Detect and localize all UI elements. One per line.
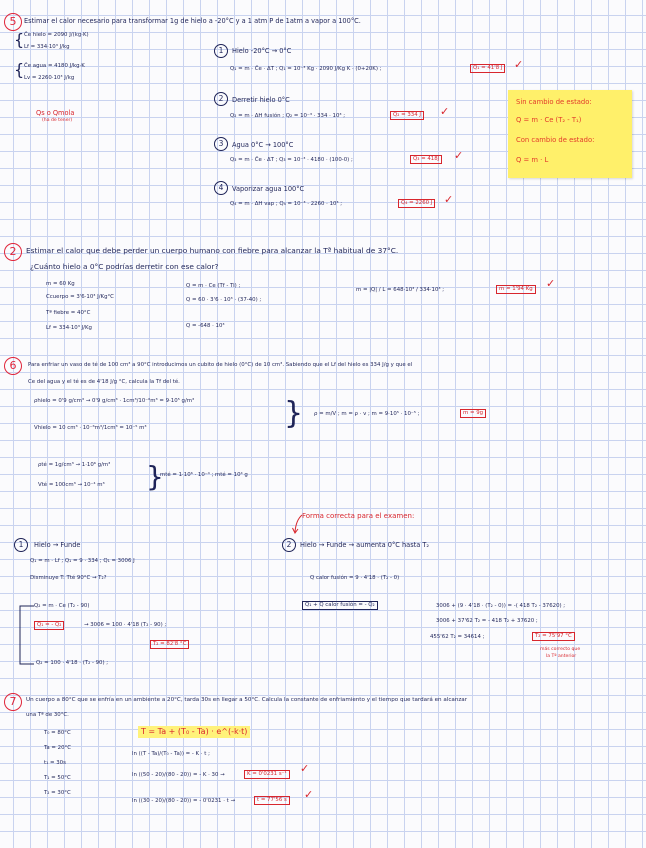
method-2-number: 2 — [282, 538, 296, 552]
method-1-title: Hielo → Funde — [34, 541, 81, 549]
problem-6-line-1: Para enfriar un vaso de té de 100 cm³ a 90°C introducimos un cubito de hielo (0°C) de 10 cm³. Sabiendo que el Lf del hielo es 334 J/g y que el — [28, 362, 413, 368]
p7-data-T1: T₁ = 50°C — [44, 775, 71, 781]
check-icon: ✓ — [304, 788, 314, 801]
problem-5-statement: Estimar el calor necesario para transformar 1g de hielo a -20°C y a 1 atm P de 1atm a vapor a 100°C. — [24, 17, 361, 25]
p2-m-equation: m = |Q| / L = 648·10³ / 334·10³ ; — [356, 287, 445, 293]
brace: { — [14, 60, 25, 79]
step-2-number: 2 — [214, 92, 228, 106]
p7-data-t1: t₁ = 30s — [44, 760, 66, 766]
q-note-sub: (ha de tener) — [42, 118, 73, 123]
problem-7-number: 7 — [4, 693, 22, 711]
exam-hint: Forma correcta para el examen: — [302, 512, 415, 520]
brace: { — [14, 30, 25, 49]
p6-m-te: mté = 1·10⁶ · 10⁻⁴ ; mté = 10⁴ g — [160, 472, 248, 478]
step-3-number: 3 — [214, 137, 228, 151]
p7-k-result: K = 0'0231 s⁻¹ — [244, 770, 290, 779]
note-line-3: Con cambio de estado: — [516, 136, 595, 144]
data-lv: Lv = 2260·10³ J/kg — [24, 75, 75, 81]
step-4-equation: Q₄ = m · ΔH vap ; Q₄ = 10⁻³ · 2260 · 10³ ; — [230, 201, 343, 207]
method-2-row-2: 3006 + 37'62 T₂ = - 418 T₂ + 37620 ; — [436, 618, 538, 624]
p2-eq-2: Q = 60 · 3'6 · 10³ · (37-40) ; — [186, 297, 262, 303]
check-icon: ✓ — [454, 149, 464, 162]
p2-eq-1: Q = m · Ce (Tf - Ti) ; — [186, 283, 241, 289]
p6-rho-te: ρté = 1g/cm³ → 1·10⁶ g/m³ — [38, 462, 111, 468]
problem-7-line-2: una Tª de 30°C. — [26, 712, 69, 718]
method-1-q2b: Q₂ = 100 · 4'18 · (T₂ - 90) ; — [36, 660, 109, 666]
step-4-number: 4 — [214, 181, 228, 195]
step-1-equation: Q₁ = m · Ĉe · ΔT ; Q₁ = 10⁻³ Kg · 2090 J/Kg K · (0+20K) ; — [230, 66, 382, 72]
step-1-number: 1 — [214, 44, 228, 58]
step-2-equation: Q₂ = m · ΔH fusión ; Q₂ = 10⁻³ · 334 · 10³ ; — [230, 113, 346, 119]
p7-eq-1: ln ((T - Ta)/(T₀ - Ta)) = - K · t ; — [132, 751, 210, 757]
sticky-note — [508, 90, 632, 178]
check-icon: ✓ — [514, 58, 524, 71]
p6-rho-equation: ρ = m/V ; m = ρ · v ; m = 9·10⁵ · 10⁻⁵ ; — [314, 411, 420, 417]
check-icon: ✓ — [444, 193, 454, 206]
p7-data-t0: T₀ = 80°C — [44, 730, 71, 736]
method-1-equation: → 3006 = 100 · 4'18 (T₂ - 90) ; — [84, 622, 167, 628]
step-3-title: Agua 0°C → 100°C — [232, 141, 294, 149]
step-3-equation: Q₃ = m · Ĉe · ΔT ; Q₃ = 10⁻³ · 4180 · (100-0) ; — [230, 157, 353, 163]
p7-eq-3: ln ((30 - 20)/(80 - 20)) = - 0'0231 · t → — [132, 798, 235, 804]
p2-m-result: m = 1'94 Kg — [496, 285, 536, 294]
data-ce-hielo: Ĉe hielo = 2090 J/(kg·K) — [24, 32, 89, 38]
problem-2-number: 2 — [4, 243, 22, 261]
note-line-1: Sin cambio de estado: — [516, 98, 592, 106]
data-lf: Lf = 334·10³ J/kg — [24, 44, 70, 50]
check-icon: ✓ — [440, 105, 450, 118]
p6-mass-result: m = 9g — [460, 409, 486, 418]
method-1-number: 1 — [14, 538, 28, 552]
p6-rho-hielo: ρhielo = 0'9 g/cm³ → 0'9 g/cm³ · 1cm³/10⁻⁶m³ = 9·10⁵ g/m³ — [34, 398, 195, 404]
problem-5-number: 5 — [4, 13, 22, 31]
problem-2-line-2: ¿Cuánto hielo a 0°C podrías derretir con ese calor? — [30, 262, 219, 271]
step-2-title: Derretir hielo 0°C — [232, 96, 290, 104]
problem-6-line-2: Ce del agua y el té es de 4'18 J/g °C, calcula la Tf del té. — [28, 379, 180, 385]
p7-eq-2: ln ((50 - 20)/(80 - 20)) = - K · 30 → — [132, 772, 225, 778]
method-2-note-1: más correcto que — [540, 647, 581, 652]
problem-6-number: 6 — [4, 357, 22, 375]
p2-data-c: Ccuerpo = 3'6·10³ J/Kg°C — [46, 294, 114, 300]
method-1-q2: Q₂ = m · Ce (T₂ - 90) — [34, 603, 90, 609]
p6-v-te: Vté = 100cm³ → 10⁻⁴ m³ — [38, 482, 105, 488]
p2-data-m: m = 60 Kg — [46, 281, 75, 287]
method-1-balance: Q₁ = - Q₂ — [34, 621, 64, 630]
data-ce-agua: Ĉe agua = 4180 J/kg·K — [24, 63, 85, 69]
problem-2-line-1: Estimar el calor que debe perder un cuerpo humano con fiebre para alcanzar la Tª habitual de 37°C. — [26, 246, 399, 255]
method-1-disminuye: Disminuye T: Tté 90°C → T₂? — [30, 575, 107, 581]
check-icon: ✓ — [546, 277, 556, 290]
p7-data-ta: Ta = 20°C — [44, 745, 71, 751]
problem-7-line-1: Un cuerpo a 80°C que se enfría en un ambiente a 20°C, tarda 30s en llegar a 50°C. Calcula la constante de enfriamiento y el tiempo que tardará en alcanzar — [26, 697, 468, 703]
check-icon: ✓ — [300, 762, 310, 775]
method-1-result: T₂ = 82'8 °C — [150, 640, 189, 649]
method-1-q1: Q₁ = m · Lf ; Q₁ = 9 · 334 ; Q₁ = 3006 J — [30, 558, 135, 564]
right-brace: } — [284, 396, 304, 431]
p7-data-T2: T₂ = 30°C — [44, 790, 71, 796]
method-2-row-1: 3006 + (9 · 4'18 · (T₂ - 0)) = -( 418 T₂ - 37620) ; — [436, 603, 566, 609]
method-2-title: Hielo → Funde → aumenta 0°C hasta T₂ — [300, 541, 430, 549]
p7-formula: T = Ta + (T₀ - Ta) · e^(-k·t) — [138, 726, 250, 738]
step-3-result: Q₃ = 418J — [410, 155, 442, 164]
method-2-row-3: 455'62 T₂ = 34614 ; — [430, 634, 485, 640]
step-1-title: Hielo -20°C → 0°C — [232, 47, 292, 55]
p7-t-result: t = 77'56 s — [254, 796, 290, 805]
step-4-title: Vaporizar agua 100°C — [232, 185, 305, 193]
method-2-note-2: la Tª anterior — [546, 654, 577, 659]
method-2-q: Q calor fusión = 9 · 4'18 · (T₂ - 0) — [310, 575, 400, 581]
p2-data-t: Tª fiebre = 40°C — [46, 310, 91, 316]
step-1-result: Q₁ = 41'8 J — [470, 64, 505, 73]
p2-data-lf: Lf = 334·10³ J/Kg — [46, 325, 92, 331]
method-2-result: T₂ = 75'97 °C — [532, 632, 575, 641]
q-note: Qs o Qmola — [36, 109, 75, 117]
hint-arrow-icon — [292, 514, 304, 534]
right-brace: } — [146, 460, 164, 493]
note-line-4: Q = m · L — [516, 156, 549, 164]
step-4-result: Q₄ = 2260 J — [398, 199, 435, 208]
method-2-balance: Q₁ + Q calor fusión = - Q₂ — [302, 601, 378, 610]
step-2-result: Q₂ = 334 J — [390, 111, 424, 120]
p2-eq-3: Q = -648 · 10³ — [186, 323, 225, 329]
p6-v-hielo: Vhielo = 10 cm³ · 10⁻⁶m³/1cm³ = 10⁻⁵ m³ — [34, 425, 147, 431]
note-line-2: Q = m · Ce (T₂ - T₁) — [516, 116, 582, 124]
bracket-line — [18, 604, 36, 668]
